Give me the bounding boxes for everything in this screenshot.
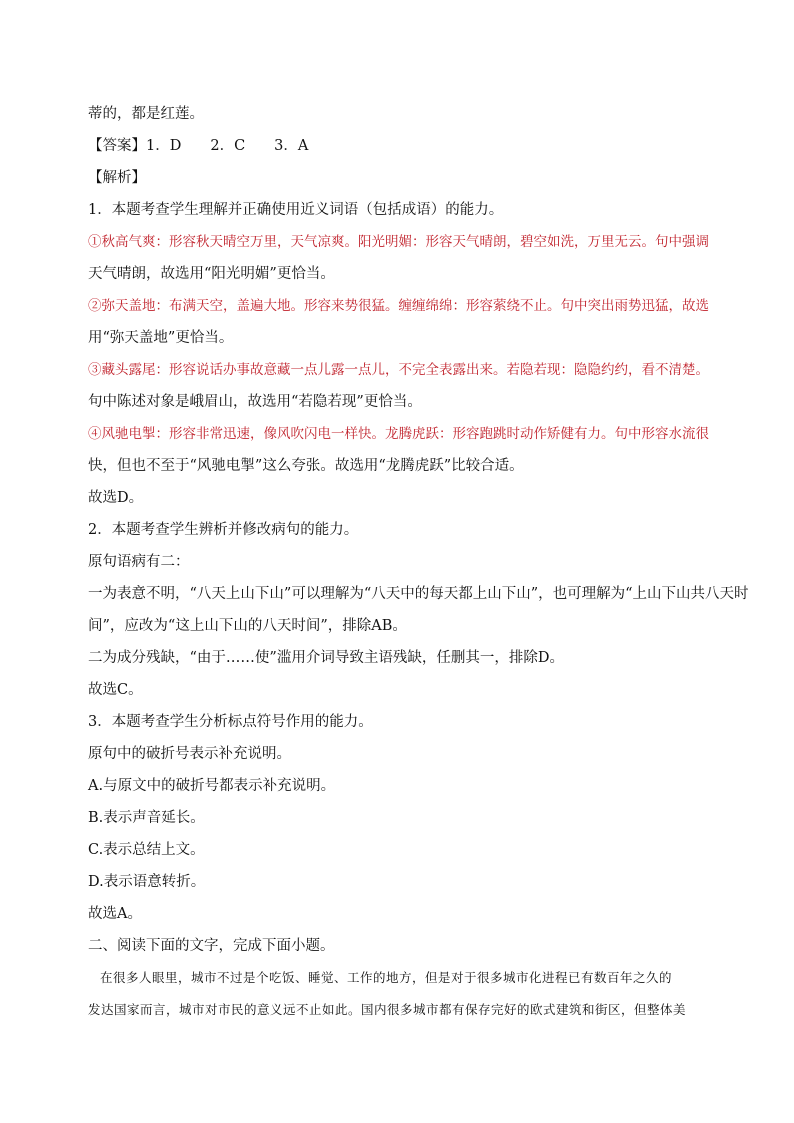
q1-conclusion: 故选D。 [88,490,144,506]
answer-line: 【答案】1．D 2．C 3．A [88,138,309,154]
analysis-heading: 【解析】 [88,170,146,186]
q1-item-4-cont: 快，但也不至于“风驰电掣”这么夸张。故选用“龙腾虎跃”比较合适。 [88,458,524,474]
q2-line: 一为表意不明，“八天上山下山”可以理解为“八天中的每天都上山下山”，也可理解为“上山下山共八天时 [88,586,749,602]
q1-item-4-red: ④风驰电掣：形容非常迅速，像风吹闪电一样快。龙腾虎跃：形容跑跳时动作矫健有力。句中形容水流很 [88,426,709,442]
passage-line: 发达国家而言，城市对市民的意义远不止如此。国内很多城市都有保存完好的欧式建筑和街区，但整体美 [88,1002,687,1017]
passage-line: 在很多人眼里，城市不过是个吃饭、睡觉、工作的地方，但是对于很多城市化进程已有数百年之久的 [100,970,673,985]
q2-line: 原句语病有二： [88,554,190,570]
q3-intro: 3．本题考查学生分析标点符号作用的能力。 [88,714,373,730]
text-line: 蒂的，都是红莲。 [88,106,204,122]
q1-item-2-cont: 用“弥天盖地”更恰当。 [88,330,234,346]
q1-item-1-cont: 天气晴朗，故选用“阳光明媚”更恰当。 [88,266,335,282]
q2-intro: 2．本题考查学生辨析并修改病句的能力。 [88,522,359,538]
q1-item-2-red: ②弥天盖地：布满天空，盖遍大地。形容来势很猛。缠缠绵绵：形容萦绕不止。句中突出雨势迅猛，故选 [88,298,709,314]
q3-option-d: D.表示语意转折。 [88,874,206,890]
section-heading: 二、阅读下面的文字，完成下面小题。 [88,938,335,954]
q2-line: 二为成分残缺，“由于……使”滥用介词导致主语残缺，任删其一，排除D。 [88,650,564,666]
q3-line: 原句中的破折号表示补充说明。 [88,746,291,762]
q1-intro: 1．本题考查学生理解并正确使用近义词语（包括成语）的能力。 [88,202,504,218]
q1-item-3-cont: 句中陈述对象是峨眉山，故选用“若隐若现”更恰当。 [88,394,422,410]
q1-item-3-red: ③藏头露尾：形容说话办事故意藏一点儿露一点儿，不完全表露出来。若隐若现：隐隐约约，看不清楚。 [88,362,709,378]
q2-conclusion: 故选C。 [88,682,143,698]
q3-conclusion: 故选A。 [88,906,142,922]
q3-option-a: A.与原文中的破折号都表示补充说明。 [88,778,336,794]
q2-line: 间”，应改为“这上山下山的八天时间”，排除AB。 [88,618,407,634]
q1-item-1-red: ①秋高气爽：形容秋天晴空万里，天气凉爽。阳光明媚：形容天气晴朗，碧空如洗，万里无云。句中强调 [88,234,709,250]
q3-option-c: C.表示总结上文。 [88,842,205,858]
q3-option-b: B.表示声音延长。 [88,810,205,826]
